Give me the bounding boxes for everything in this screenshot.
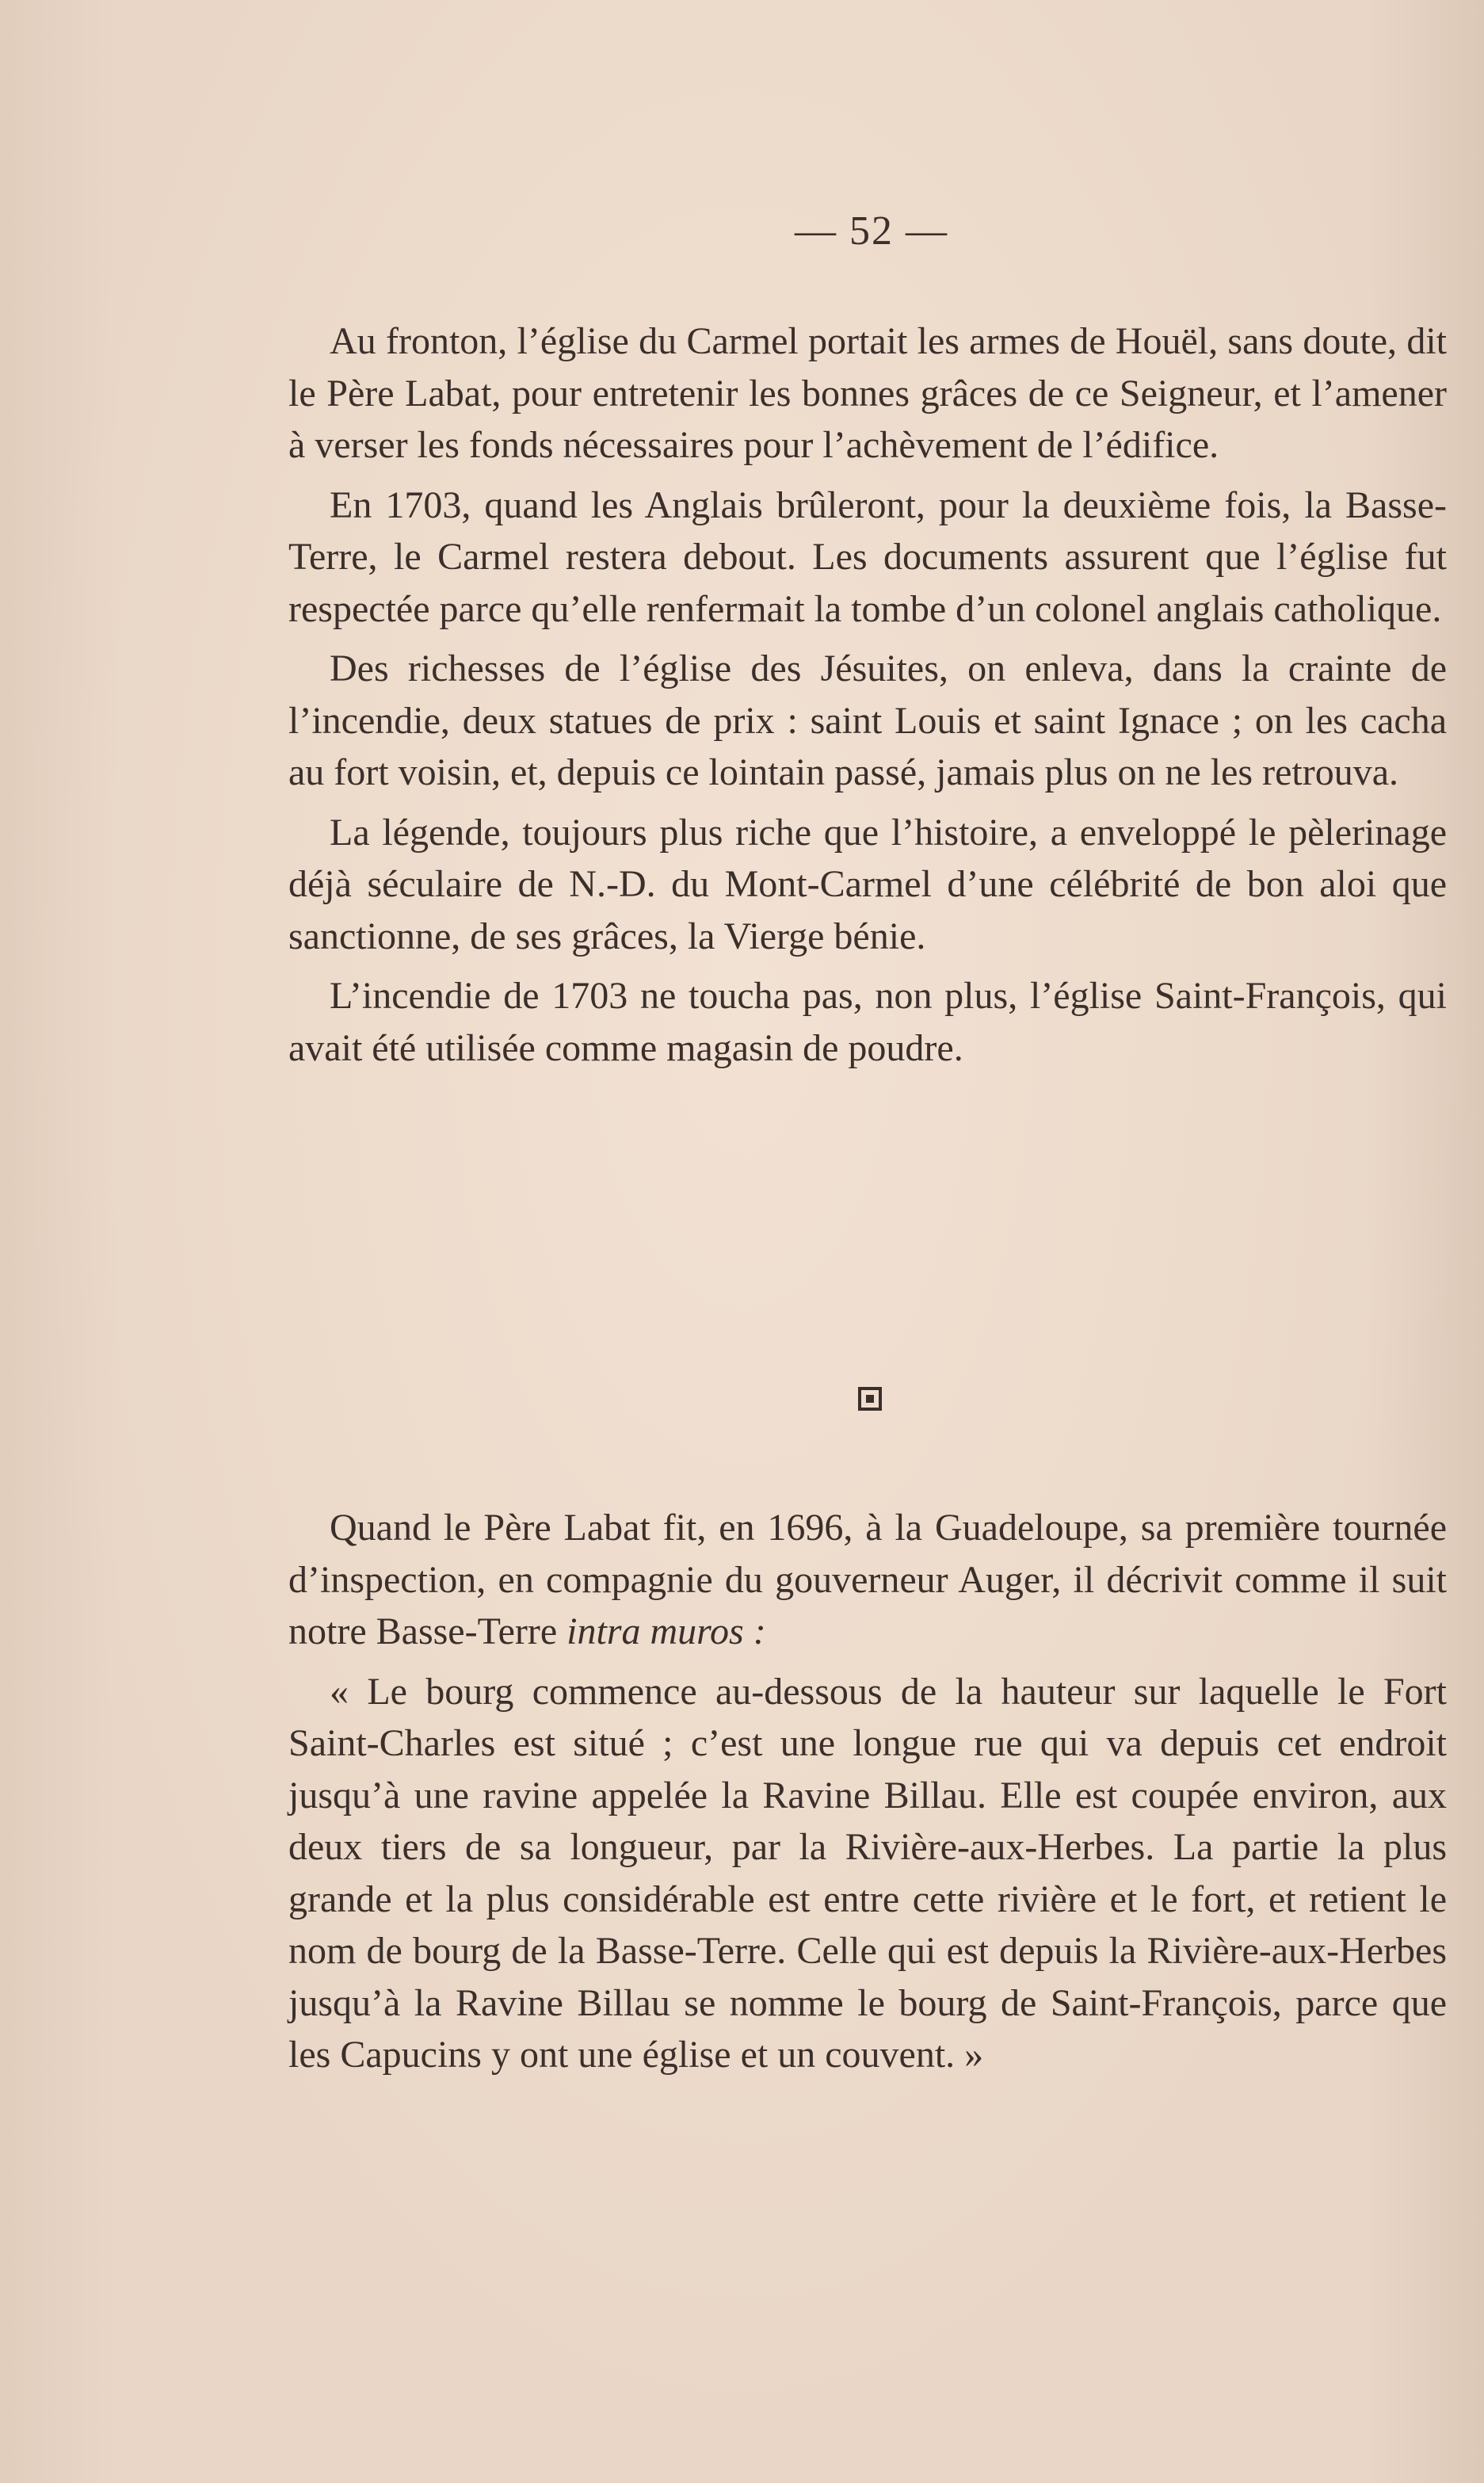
paragraph-6-text: Quand le Père Labat fit, en 1696, à la Guadeloupe, sa première tournée d’inspection, en compagnie du gouverneur Auger, il décrivit comme il suit notre Basse-Terre — [288, 1507, 1447, 1652]
paragraph-3: Des richesses de l’église des Jésuites, on enleva, dans la crainte de l’incendie, deux statues de prix : saint Louis et saint Ignace ; on les cacha au fort voisin, et, depuis ce lointain passé, jamais plus on ne les retrouva. — [288, 647, 1447, 793]
page-number: — 52 — — [795, 208, 948, 254]
paragraph-6-italic: intra muros : — [567, 1610, 766, 1652]
paragraph-2: En 1703, quand les Anglais brûleront, pour la deuxième fois, la Basse-Terre, le Carmel restera debout. Les documents assurent que l’église fut respectée parce qu’elle renfermait la tombe d’un colonel anglais catholique. — [288, 483, 1447, 630]
paragraph-6 — [288, 1502, 1447, 1658]
section-separator-icon — [858, 1387, 882, 1411]
paragraph-5: L’incendie de 1703 ne toucha pas, non plus, l’église Saint-François, qui avait été utilisée comme magasin de poudre. — [288, 975, 1447, 1069]
paragraph-4: La légende, toujours plus riche que l’histoire, a enveloppé le pèlerinage déjà séculaire de N.-D. du Mont-Carmel d’une célébrité de bon aloi que sanctionne, de ses grâces, la Vierge bénie. — [288, 811, 1447, 957]
paragraph-1: Au fronton, l’église du Carmel portait les armes de Houël, sans doute, dit le Père Labat, pour entretenir les bonnes grâces de ce Seigneur, et l’amener à verser les fonds nécessaires pour l’achèvement de l’édifice. — [288, 320, 1447, 466]
text-section-2 — [288, 1502, 1447, 2081]
text-section-1 — [288, 315, 1447, 1074]
quote-paragraph: « Le bourg commence au-dessous de la hauteur sur laquelle le Fort Saint-Charles est situé ; c’est une longue rue qui va depuis cet endroit jusqu’à une ravine appelée la Ravine Billau. Elle est coupée environ, aux deux tiers de sa longueur, par la Rivière-aux-Herbes. La partie la plus grande et la plus considérable est entre cette rivière et le fort, et retient le nom de bourg de la Basse-Terre. Celle qui est depuis la Rivière-aux-Herbes jusqu’à la Ravine Billau se nomme le bourg de Saint-François, parce que les Capucins y ont une église et un couvent. » — [288, 1670, 1447, 2076]
